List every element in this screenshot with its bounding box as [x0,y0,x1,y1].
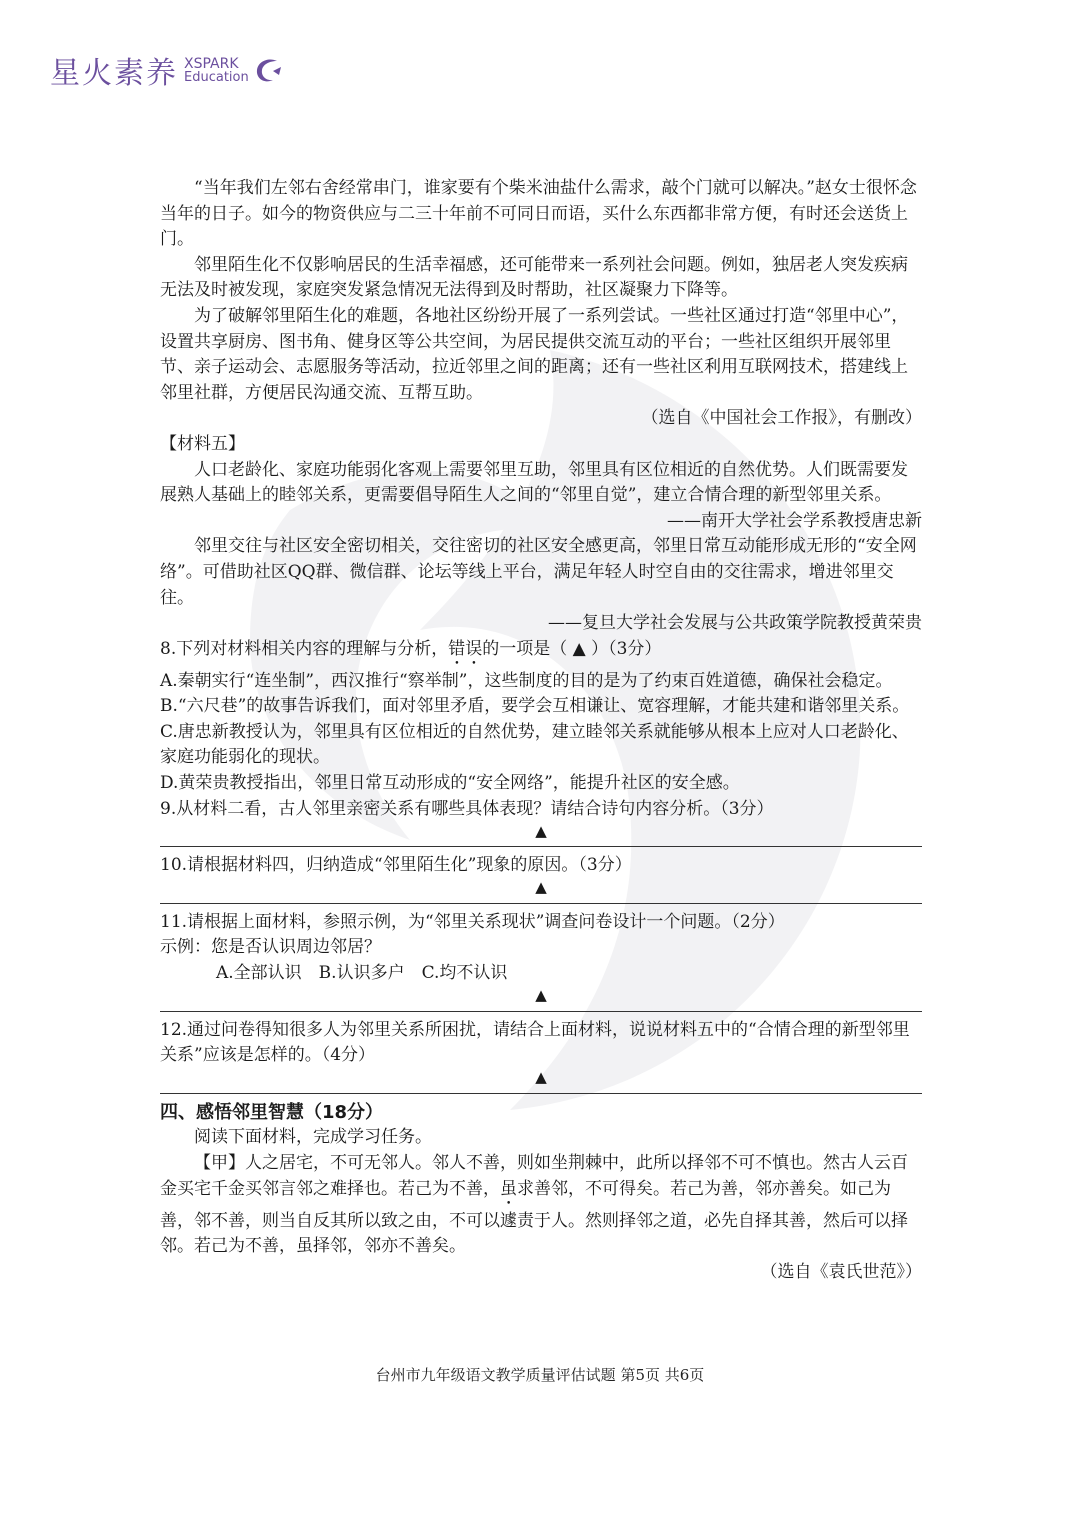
material5-title: 【材料五】 [160,433,245,454]
question-9: 9.从材料二看，古人邻里亲密关系有哪些具体表现？请结合诗句内容分析。（3分） [160,798,774,819]
material5-paragraph-2: 邻里交往与社区安全密切相关，交往密切的社区安全感更高，邻里日常互动能形成无形的“安全网络”。可借助社区QQ群、微信群、论坛等线上平台，满足年轻人时空自由的交往需求，增进邻里交往。 [160,536,917,608]
answer-marker-icon: ▲ [535,1068,547,1087]
passage-jia-part-a: 【甲】人之居宅，不可无邻人。邻人不善，则如坐荆棘中，此所以择邻不可不慎也。然古人云百金买宅千金买邻言邻之难择也。若己为不善， [160,1153,908,1199]
material4-paragraph-3: 为了破解邻里陌生化的难题，各地社区纷纷开展了一系列尝试。一些社区通过打造“邻里中心”，设置共享厨房、图书角、健身区等公共空间，为居民提供交流互动的平台；一些社区组织开展邻里节、亲子运动会、志愿服务等活动，拉近邻里之间的距离；还有一些社区利用互联网技术，搭建线上邻里社群，方便居民沟通交流、互帮互助。 [160,305,909,403]
logo-swirl-icon [253,55,283,85]
question-11: 11.请根据上面材料，参照示例，为“邻里关系现状”调查问卷设计一个问题。（2分） [160,911,785,932]
logo-chinese: 星火素养 [50,56,178,91]
logo-english-2: Education [184,69,249,85]
q8-option-d[interactable]: D.黄荣贵教授指出，邻里日常互动形成的“安全网络”，能提升社区的安全感。 [160,773,740,794]
q11-example: 示例：您是否认识周边邻居？ [160,937,381,958]
q11-answer-line[interactable] [160,987,922,1012]
q8-emphasis: 错误 [448,638,483,659]
q8-option-b[interactable]: B.“六尺巷”的故事告诉我们，面对邻里矛盾，要学会互相谦让、宽容理解，才能共建和谐邻里关系。 [160,696,910,717]
q12-answer-line[interactable] [160,1069,922,1094]
material5-paragraph-1: 人口老龄化、家庭功能弱化客观上需要邻里互助，邻里具有区位相近的自然优势。人们既需要发展熟人基础上的睦邻关系，更需要倡导陌生人之间的“邻里自觉”，建立合情合理的新型邻里关系。 [160,459,908,506]
logo-english-1: XSPARK [184,55,239,72]
q8-option-a[interactable]: A.秦朝实行“连坐制”，西汉推行“察举制”，这些制度的目的是为了约束百姓道德，确保社会稳定。 [160,670,893,691]
material4-source: （选自《中国社会工作报》，有删改） [641,408,922,429]
passage-jia-source: （选自《袁氏世范》） [760,1261,922,1282]
q8-option-c[interactable]: C.唐忠新教授认为，邻里具有区位相近的自然优势，建立睦邻关系就能够从根本上应对人口老龄化、家庭功能弱化的现状。 [160,721,909,768]
q8-stem-part-b: 的一项是（ ▲ ）（3分） [482,638,662,659]
material5-attribution-2: ——复旦大学社会发展与公共政策学院教授黄荣贵 [548,613,922,634]
passage-jia [160,1151,922,1260]
material4-paragraph-2: 邻里陌生化不仅影响居民的生活幸福感，还可能带来一系列社会问题。例如，独居老人突发疾病无法及时被发现，家庭突发紧急情况无法得到及时帮助，社区凝聚力下降等。 [160,254,908,301]
q8-stem-part-a: 8.下列对材料相关内容的理解与分析， [160,638,449,659]
material5-attribution-1: ——南开大学社会学系教授唐忠新 [667,510,922,531]
material4-paragraph-1: “当年我们左邻右舍经常串门，谁家要有个柴米油盐什么需求，敲个门就可以解决。”赵女士很怀念当年的日子。如今的物资供应与二三十年前不可同日而语，买什么东西都非常方便，有时还会送货上门。 [160,178,917,250]
passage-jia-part-b: 求善邻，不可得矣。若己为善，邻亦善矣。如己为善，邻不善，则当自反其所以致之由，不可以遽责于人。然则择邻之道，必先自择其善，然后可以择邻。若己为不善，虽择邻，邻亦不善矣。 [160,1178,908,1257]
q10-answer-line[interactable] [160,879,922,904]
page-footer: 台州市九年级语文教学质量评估试题 第5页 共6页 [375,1366,705,1384]
section-4-title: 四、感悟邻里智慧（18分） [160,1101,384,1123]
section-4-intro: 阅读下面材料，完成学习任务。 [194,1127,432,1148]
question-12: 12.通过问卷得知很多人为邻里关系所困扰，请结合上面材料，说说材料五中的“合情合理的新型邻里关系”应该是怎样的。（4分） [160,1019,910,1066]
answer-marker-icon: ▲ [535,821,547,840]
passage-jia-emphasis: 虽 [500,1178,517,1199]
brand-logo [50,48,283,92]
answer-marker-icon: ▲ [535,878,547,897]
page-content [160,176,922,1285]
answer-marker-icon: ▲ [535,986,547,1005]
question-10: 10.请根据材料四，归纳造成“邻里陌生化”现象的原因。（3分） [160,855,632,876]
q11-example-choices: A.全部认识 B.认识多户 C.均不认识 [216,963,508,984]
q9-answer-line[interactable] [160,822,922,847]
question-8-stem [160,637,922,669]
